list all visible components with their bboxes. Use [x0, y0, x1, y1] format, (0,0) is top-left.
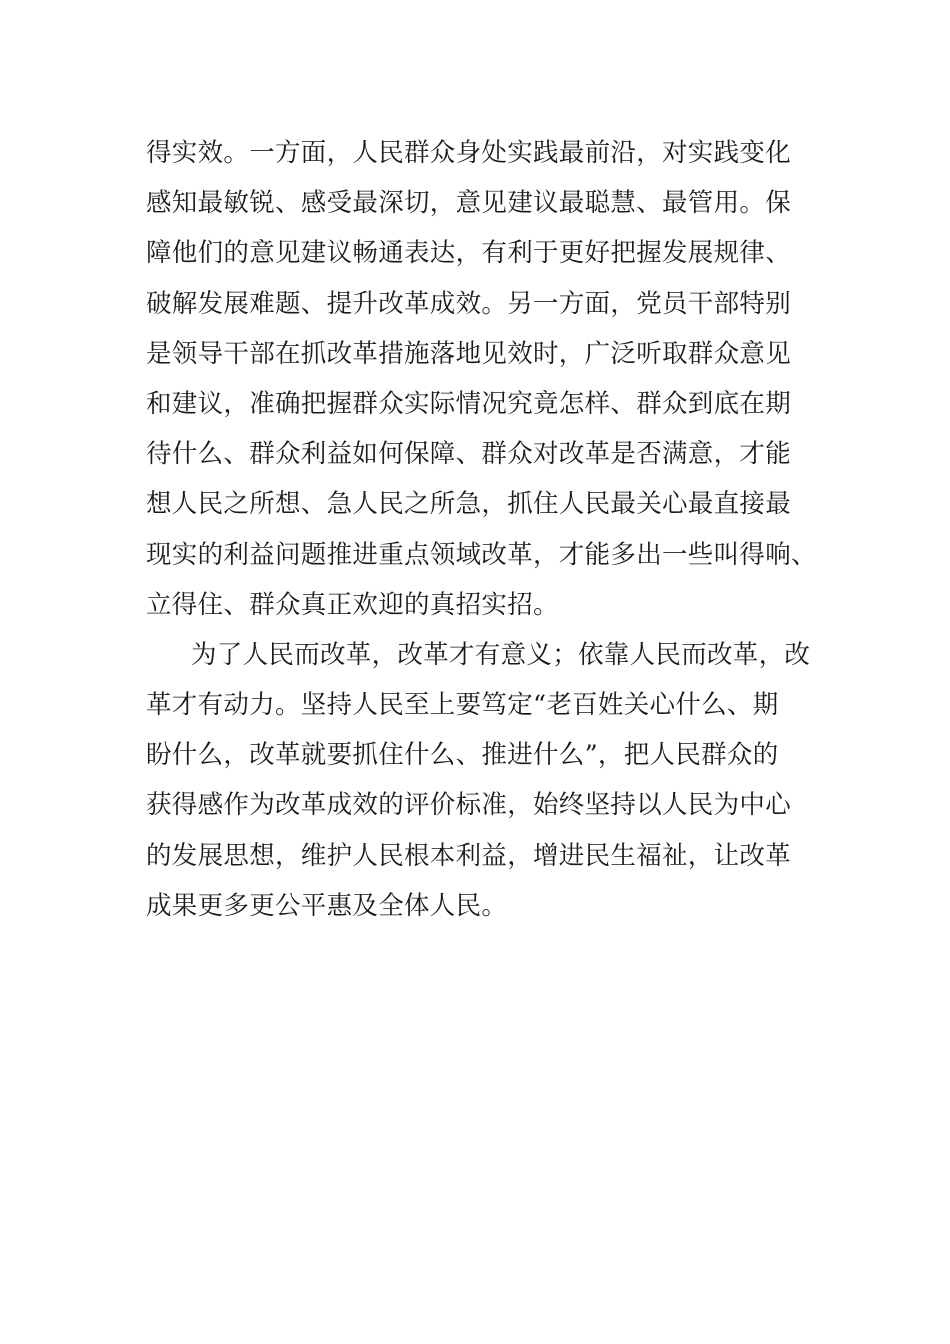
text-line: 障他们的意见建议畅通表达，有利于更好把握发展规律、: [146, 238, 792, 269]
text-line: 破解发展难题、提升改革成效。另一方面，党员干部特别: [146, 288, 792, 319]
text-line: 盼什么，改革就要抓住什么、推进什么”，把人民群众的: [146, 740, 779, 771]
text-line-indented: 为了人民而改革，改革才有意义；依靠人民而改革，改: [191, 639, 811, 670]
text-line: 感知最敏锐、感受最深切，意见建议最聪慧、最管用。保: [146, 188, 792, 219]
text-line: 的发展思想，维护人民根本利益，增进民生福祉，让改革: [146, 840, 792, 871]
document-body: [146, 131, 817, 934]
text-line: 待什么、群众利益如何保障、群众对改革是否满意，才能: [146, 439, 792, 470]
text-line: 想人民之所想、急人民之所急，抓住人民最关心最直接最: [146, 489, 792, 520]
text-line: 得实效。一方面，人民群众身处实践最前沿，对实践变化: [146, 138, 792, 168]
paragraph-2: [146, 633, 811, 934]
text-line: 获得感作为改革成效的评价标准，始终坚持以人民为中心: [146, 790, 792, 821]
paragraph-1: [146, 131, 817, 633]
text-line: 革才有动力。坚持人民至上要笃定“老百姓关心什么、期: [146, 690, 779, 721]
text-line: 是领导干部在抓改革措施落地见效时，广泛听取群众意见: [146, 338, 792, 369]
text-line: 和建议，准确把握群众实际情况究竟怎样、群众到底在期: [146, 388, 792, 419]
text-line: 成果更多更公平惠及全体人民。: [146, 890, 508, 921]
text-line: 立得住、群众真正欢迎的真招实招。: [146, 589, 559, 620]
text-line: 现实的利益问题推进重点领域改革，才能多出一些叫得响、: [146, 539, 817, 570]
